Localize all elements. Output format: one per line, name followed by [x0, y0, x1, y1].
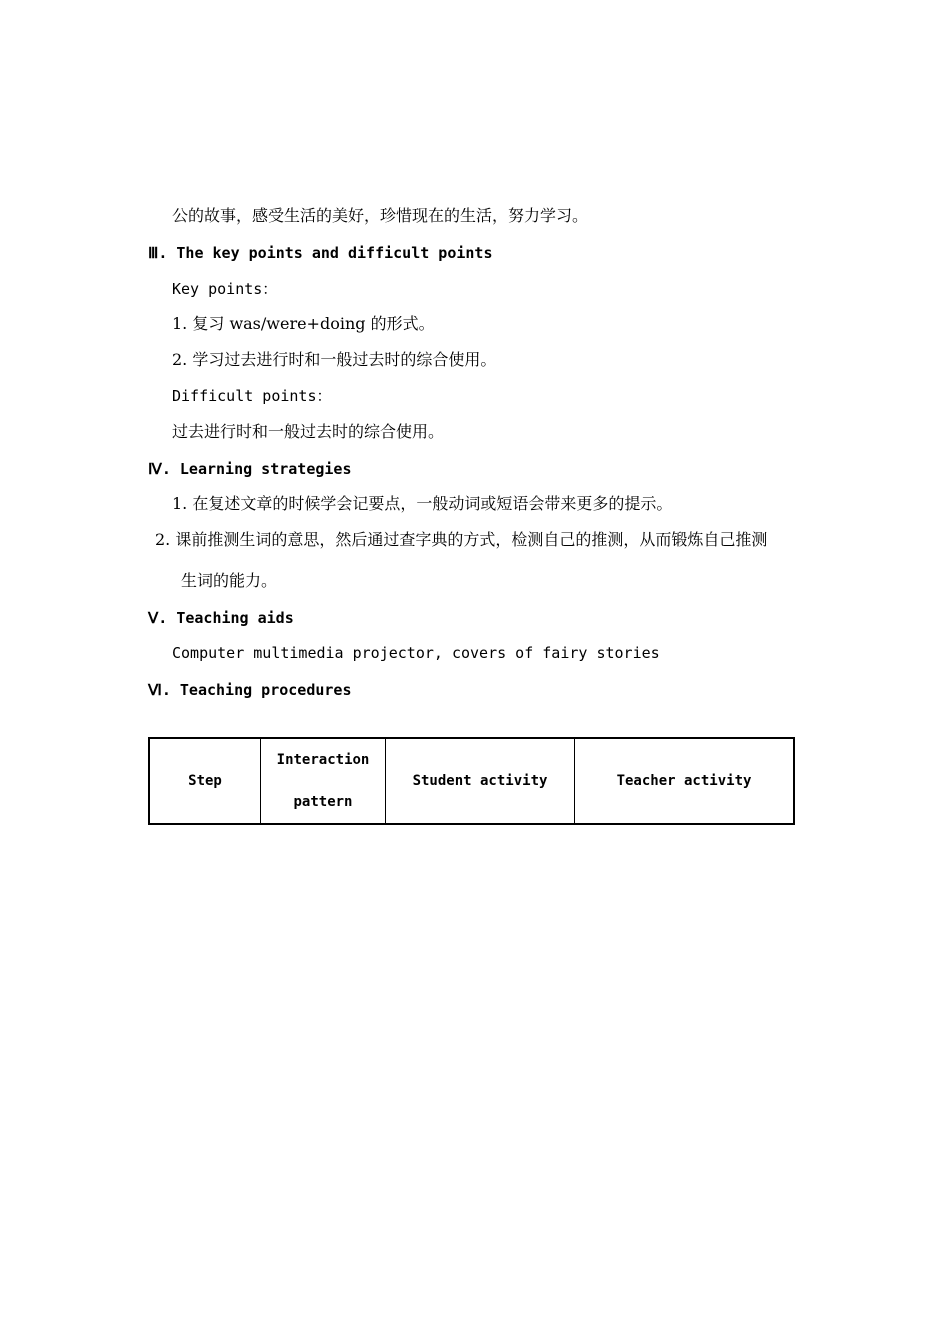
section-heading-learning-strategies: Ⅳ. Learning strategies — [148, 460, 352, 478]
difficult-points-label: Difficult points： — [172, 387, 332, 405]
strategy-2-line-2: 生词的能力。 — [181, 571, 278, 590]
strategy-1: 1. 在复述文章的时候学会记要点，一般动词或短语会带来更多的提示。 — [172, 494, 673, 513]
paragraph-continuation: 公的故事，感受生活的美好，珍惜现在的生活，努力学习。 — [172, 206, 589, 225]
header-interaction-pattern: Interaction pattern — [261, 738, 386, 824]
header-student-activity: Student activity — [386, 738, 575, 824]
procedures-table — [148, 737, 795, 825]
header-step: Step — [149, 738, 261, 824]
procedures-table-wrapper — [148, 737, 795, 825]
strategy-2-line-1: 2. 课前推测生词的意思，然后通过查字典的方式，检测自己的推测，从而锻炼自己推测 — [155, 530, 768, 549]
section-heading-teaching-procedures: Ⅵ. Teaching procedures — [148, 681, 352, 699]
header-teacher-activity: Teacher activity — [575, 738, 795, 824]
key-point-1: 1. 复习 was/were+doing 的形式。 — [172, 314, 435, 333]
section-heading-teaching-aids: Ⅴ. Teaching aids — [148, 609, 294, 627]
key-point-2: 2. 学习过去进行时和一般过去时的综合使用。 — [172, 350, 497, 369]
teaching-aids-text: Computer multimedia projector, covers of fairy stories — [172, 644, 660, 662]
key-points-label: Key points： — [172, 280, 278, 298]
section-heading-key-points: Ⅲ. The key points and difficult points — [148, 244, 493, 262]
table-header-row — [149, 738, 794, 824]
difficult-point-1: 过去进行时和一般过去时的综合使用。 — [172, 422, 445, 441]
